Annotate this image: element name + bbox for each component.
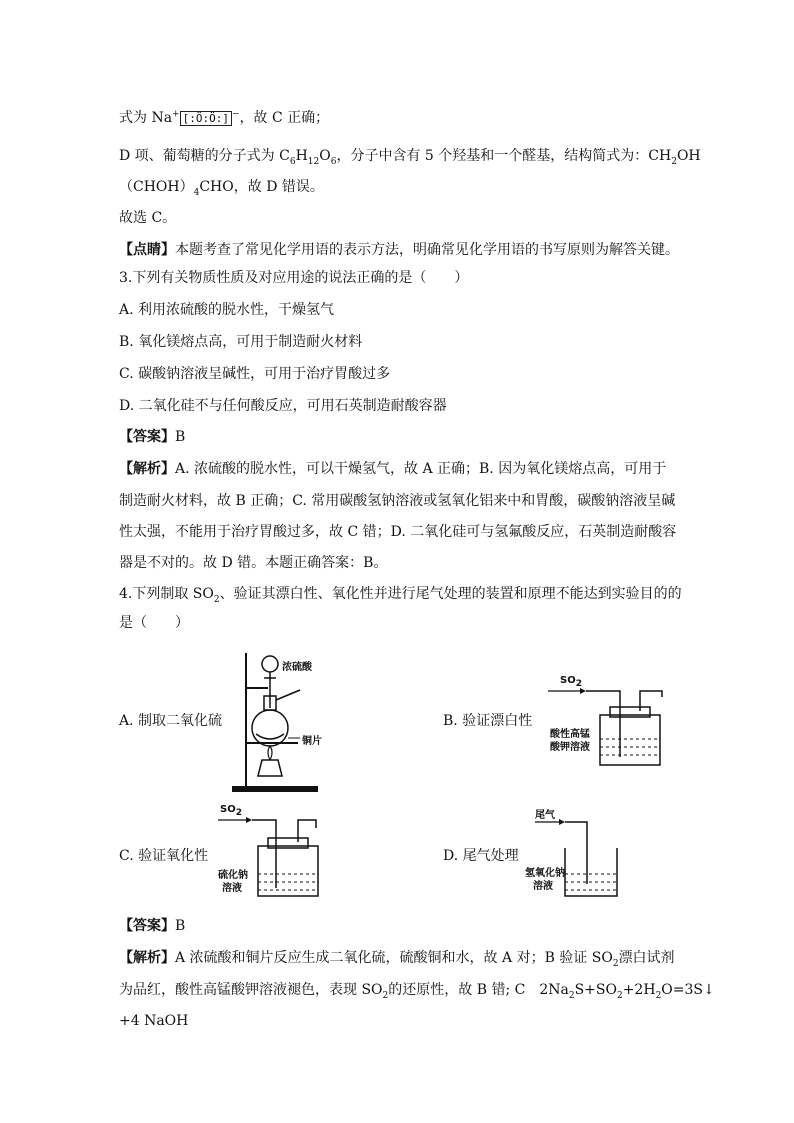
- subscript: 2: [213, 594, 220, 605]
- explanation-tag: 【解析】: [119, 461, 175, 477]
- option-b: B. 氧化镁熔点高，可用于制造耐火材料: [119, 334, 363, 350]
- wash-bottle-icon: [540, 675, 670, 770]
- text: 漂白试剂: [618, 950, 675, 966]
- answer-line: [119, 427, 185, 447]
- label-na2s-2: 溶液: [222, 883, 242, 894]
- label-so2: $SO_2$: [560, 675, 582, 689]
- subscript: 4: [193, 187, 200, 198]
- explanation-line: [119, 948, 675, 968]
- text: 的还原性，故 B 错; C 2Na: [388, 982, 569, 998]
- question-3: 3.下列有关物质性质及对应用途的说法正确的是（ ）: [119, 270, 469, 286]
- text: CHO，故 D 错误。: [199, 179, 324, 195]
- label-conc-acid: 浓硫酸: [282, 662, 312, 673]
- label-tail-gas: 尾气: [535, 810, 555, 821]
- text: 4.下列制取 SO: [119, 586, 214, 602]
- subscript: 2: [616, 990, 623, 1001]
- label-so2: $SO_2$: [220, 804, 242, 818]
- question-4: [119, 584, 682, 604]
- text: H: [295, 148, 308, 164]
- explanation-line: 制造耐火材料，故 B 正确；C. 常用碳酸氢钠溶液或氢氧化铝来中和胃酸，碳酸钠溶液呈碱: [119, 493, 676, 509]
- figure-option-d: D. 尾气处理: [443, 848, 519, 864]
- subscript: 12: [307, 156, 320, 167]
- figure-option-c: C. 验证氧化性: [119, 848, 209, 864]
- comment-tag: 【点睛】: [119, 242, 175, 258]
- text-line: [119, 108, 329, 128]
- superscript: −: [231, 109, 240, 120]
- answer-tag: 【答案】: [119, 918, 175, 934]
- label-copper: 铜片: [302, 736, 322, 747]
- text: 为品红，酸性高锰酸钾溶液褪色，表现 SO: [119, 982, 383, 998]
- answer-value: B: [175, 918, 186, 934]
- option-c: C. 碳酸钠溶液呈碱性，可用于治疗胃酸过多: [119, 366, 391, 382]
- text: O: [319, 148, 331, 164]
- text: D 项、葡萄糖的分子式为 C: [119, 148, 290, 164]
- label-na2s-1: 硫化钠: [218, 870, 248, 881]
- subscript: 2: [655, 990, 662, 1001]
- text-line: 故选 C。: [119, 210, 177, 226]
- text: S+SO: [574, 982, 617, 998]
- text: A. 浓硫酸的脱水性，可以干燥氢气，故 A 正确；B. 因为氧化镁熔点高，可用于: [175, 461, 667, 477]
- text: OH: [676, 148, 701, 164]
- question-4-cont: 是（ ）: [119, 615, 189, 631]
- text: A 浓硫酸和铜片反应生成二氧化硫，硫酸铜和水，故 A 对；B 验证 SO: [175, 950, 613, 966]
- text: O=3S↓: [661, 982, 715, 998]
- subscript: 2: [612, 958, 619, 969]
- label-naoh-2: 溶液: [533, 881, 553, 892]
- subscript: 2: [671, 156, 677, 167]
- text-line: [119, 146, 701, 166]
- label-naoh-1: 氢氧化钠: [525, 868, 565, 879]
- explanation-line: [119, 980, 715, 1000]
- label-kmno4-1: 酸性高锰: [550, 729, 590, 740]
- option-d: D. 二氧化硅不与任何酸反应，可用石英制造耐酸容器: [119, 398, 447, 414]
- figure-b-apparatus: [540, 675, 670, 770]
- subscript: 2: [568, 990, 575, 1001]
- explanation-tag: 【解析】: [119, 950, 175, 966]
- explanation-line: +4 NaOH: [119, 1013, 189, 1029]
- electron-formula: [:Ö:Ö:]: [180, 111, 232, 126]
- subscript: 6: [330, 156, 337, 167]
- text: ，故 C 正确；: [239, 110, 330, 126]
- label-kmno4-2: 酸钾溶液: [550, 742, 590, 753]
- answer-value: B: [175, 429, 186, 445]
- figure-option-b: B. 验证漂白性: [443, 713, 533, 729]
- superscript: +: [172, 109, 180, 120]
- text: 、验证其漂白性、氧化性并进行尾气处理的装置和原理不能达到实验目的的: [219, 586, 682, 602]
- text-line: [119, 177, 324, 197]
- text: ，分子中含有 5 个羟基和一个醛基，结构简式为：CH: [336, 148, 672, 164]
- figure-a-apparatus: [228, 648, 358, 798]
- explanation-line: 性太强，不能用于治疗胃酸过多，故 C 错；D. 二氧化硅可与氢氟酸反应，石英制造耐酸容: [119, 524, 677, 540]
- comment-line: [119, 240, 679, 260]
- explanation-line: [119, 459, 666, 479]
- subscript: 6: [289, 156, 296, 167]
- figure-d-apparatus: [525, 808, 625, 900]
- text: 式为 Na: [119, 110, 173, 126]
- figure-option-a: A. 制取二氧化硫: [119, 713, 223, 729]
- option-a: A. 利用浓硫酸的脱水性，干燥氢气: [119, 302, 335, 318]
- explanation-line: 器是不对的。故 D 错。本题正确答案：B。: [119, 555, 388, 571]
- text: +2H: [622, 982, 656, 998]
- text: 本题考查了常见化学用语的表示方法，明确常见化学用语的书写原则为解答关键。: [175, 242, 679, 258]
- answer-tag: 【答案】: [119, 429, 175, 445]
- figure-c-apparatus: [212, 804, 332, 900]
- answer-line: [119, 916, 185, 936]
- text: （CHOH）: [119, 179, 194, 195]
- subscript: 2: [382, 990, 389, 1001]
